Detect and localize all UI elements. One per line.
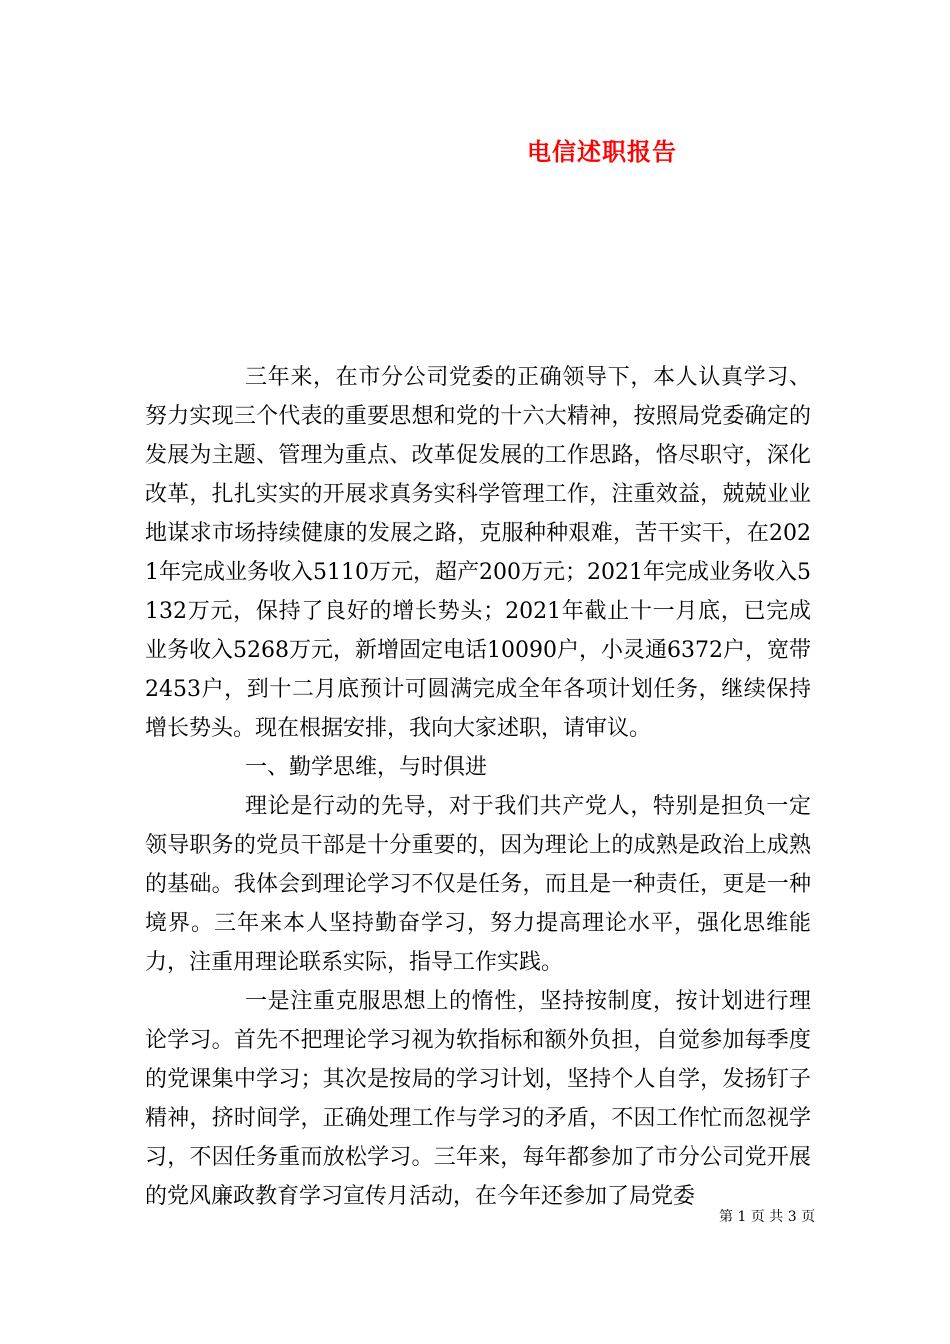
- paragraph-theory: 理论是行动的先导，对于我们共产党人，特别是担负一定领导职务的党员干部是十分重要的，因为理论上的成熟是政治上成熟的基础。我体会到理论学习不仅是任务，而且是一种责任，更是一种境界。三年来本人坚持勤奋学习，努力提高理论水平，强化思维能力，注重用理论联系实际，指导工作实践。: [145, 794, 811, 975]
- page-number-footer: 第 1 页 共 3 页: [719, 1209, 816, 1225]
- paragraph-intro: 三年来，在市分公司党委的正确领导下，本人认真学习、努力实现三个代表的重要思想和党的十六大精神，按照局党委确定的发展为主题、管理为重点、改革促发展的工作思路，恪尽职守，深化改革，扎扎实实的开展求真务实科学管理工作，注重效益，兢兢业业地谋求市场持续健康的发展之路，克服种种艰难，苦干实干，在2021年完成业务收入5110万元，超产200万元；2021年完成业务收入5132万元，保持了良好的增长势头；2021年截止十一月底，已完成业务收入5268万元，新增固定电话10090户，小灵通6372户，宽带2453户，到十二月底预计可圆满完成全年各项计划任务，继续保持增长势头。现在根据安排，我向大家述职，请审议。: [145, 365, 811, 741]
- document-body: [145, 358, 811, 1216]
- document-title: 电信述职报告: [527, 137, 677, 166]
- paragraph-study: 一是注重克服思想上的惰性，坚持按制度，按计划进行理论学习。首先不把理论学习视为软指标和额外负担，自觉参加每季度的党课集中学习；其次是按局的学习计划，坚持个人自学，发扬钉子精神，挤时间学，正确处理工作与学习的矛盾，不因工作忙而忽视学习，不因任务重而放松学习。三年来，每年都参加了市分公司党开展的党风廉政教育学习宣传月活动，在今年还参加了局党委: [145, 989, 811, 1209]
- section-heading: 一、勤学思维，与时俱进: [245, 755, 488, 780]
